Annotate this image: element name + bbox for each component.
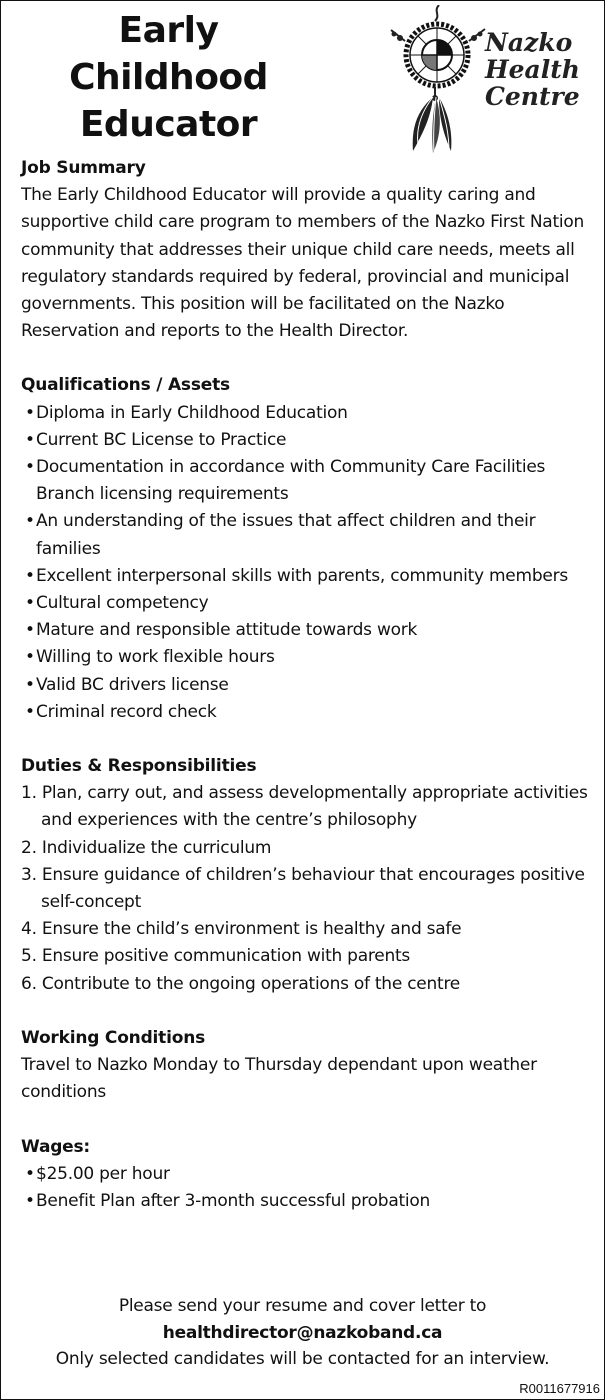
- list-item: • Excellent interpersonal skills with parents, community members: [21, 563, 591, 590]
- list-item: • Willing to work flexible hours: [21, 644, 591, 671]
- list-item: • Criminal record check: [21, 699, 591, 726]
- title-line: Early: [118, 10, 219, 51]
- list-item: • Current BC License to Practice: [21, 427, 591, 454]
- qualifications-heading: Qualifications / Assets: [21, 375, 230, 396]
- wages-heading: Wages:: [21, 1136, 91, 1157]
- list-item: 6. Contribute to the ongoing operations of the centre: [21, 973, 461, 994]
- application-instructions: [1, 1293, 604, 1373]
- posting-body: [21, 155, 591, 1215]
- list-item: • Diploma in Early Childhood Education: [21, 400, 591, 427]
- duties-list: [21, 780, 591, 998]
- job-summary-heading: Job Summary: [21, 158, 146, 178]
- list-item: • Documentation in accordance with Community Care Facilities Branch licensing requirements: [21, 454, 591, 508]
- footer-line: Only selected candidates will be contacted for an interview.: [55, 1349, 550, 1369]
- title-line: Educator: [79, 104, 258, 145]
- qualifications-list: [21, 400, 591, 726]
- list-item: • Benefit Plan after 3-month successful probation: [21, 1188, 591, 1215]
- logo-wordmark: [485, 29, 595, 110]
- logo-line: Health: [485, 55, 580, 84]
- page-title: [1, 7, 336, 148]
- reference-number: R0011677916: [519, 1381, 600, 1396]
- list-item: • Mature and responsible attitude towards work: [21, 617, 591, 644]
- title-line: Childhood: [69, 57, 268, 98]
- list-item: • $25.00 per hour: [21, 1161, 591, 1188]
- list-item: • Valid BC drivers license: [21, 672, 591, 699]
- list-item: • Cultural competency: [21, 590, 591, 617]
- logo-line: Centre: [485, 82, 580, 111]
- working-conditions-text: Travel to Nazko Monday to Thursday dependant upon weather conditions: [21, 1055, 537, 1103]
- list-item: 4. Ensure the child’s environment is healthy and safe: [21, 919, 462, 940]
- footer-line: Please send your resume and cover letter to: [118, 1296, 487, 1316]
- contact-email: healthdirector@nazkoband.ca: [162, 1322, 443, 1343]
- list-item: • An understanding of the issues that affect children and their families: [21, 508, 591, 562]
- logo-line: Nazko: [485, 28, 573, 57]
- list-item: 5. Ensure positive communication with parents: [21, 946, 411, 967]
- job-summary-text: The Early Childhood Educator will provide a quality caring and supportive child care program to members of the Nazko First Nation community that addresses their unique child care needs, meets all regulatory standards required by federal, provincial and municipal governments. This position will be facilitated on the Nazko Reservation and reports to the Health Director.: [21, 185, 585, 342]
- wages-list: [21, 1161, 591, 1215]
- list-item: 1. Plan, carry out, and assess developmentally appropriate activities and experiences with the centre’s philosophy: [21, 783, 588, 831]
- list-item: 2. Individualize the curriculum: [21, 837, 272, 858]
- duties-heading: Duties & Responsibilities: [21, 756, 257, 777]
- list-item: 3. Ensure guidance of children’s behaviour that encourages positive self-concept: [21, 864, 585, 913]
- working-conditions-heading: Working Conditions: [21, 1027, 206, 1048]
